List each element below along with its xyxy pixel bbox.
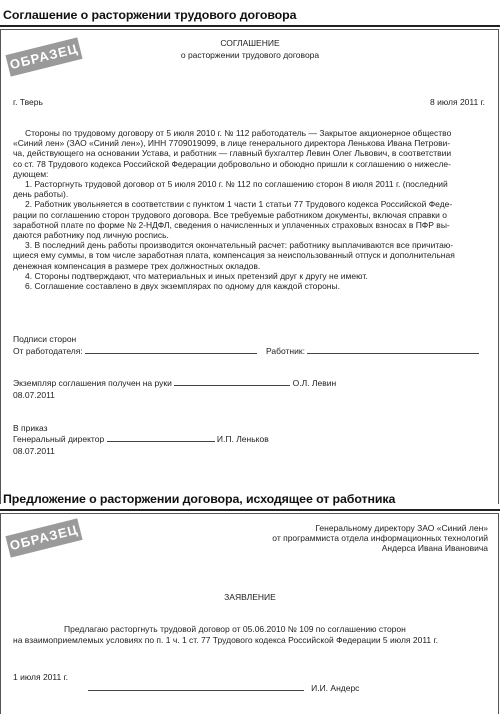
agreement-subtitle: о расторжении трудового договора (180, 50, 320, 60)
statement-title: ЗАЯВЛЕНИЕ (224, 592, 276, 602)
addressee-line: от программиста отдела информационных технологий (272, 533, 488, 544)
section1-heading: Соглашение о расторжении трудового договора (3, 8, 297, 22)
copy-received-name: О.Л. Левин (292, 378, 337, 388)
body-line: 3. В последний день работы производится окончательный расчет: работнику выплачиваются все причитаю- (25, 240, 454, 251)
body-line: «Синий лен» (ЗАО «Синий лен»), ИНН 7709019099, в лице генерального директора Ленькова Ивана Петрови- (13, 138, 451, 149)
employee-signature-line (266, 346, 479, 356)
employer-signature-blank (85, 346, 257, 354)
statement-date: 1 июля 2011 г. (13, 672, 69, 682)
section2-heading: Предложение о расторжении договора, исходящее от работника (3, 492, 396, 506)
body-line: день работы). (13, 189, 69, 200)
statement-body-line: Предлагаю расторгнуть трудовой договор от 05.06.2010 № 109 по соглашению сторон (64, 624, 406, 634)
order-date: 08.07.2011 (13, 446, 55, 456)
director-name: И.П. Леньков (216, 434, 269, 444)
director-signature-line (13, 434, 269, 444)
body-line: 4. Стороны подтверждают, что материальных и иных претензий друг к другу не имеют. (25, 270, 368, 281)
body-line: 6. Соглашение составлено в двух экземплярах по одному для каждой стороны. (25, 281, 340, 292)
body-line: Стороны по трудовому договору от 5 июля 2010 г. № 112 работодатель — Закрытое акционерное общество (25, 128, 452, 138)
director-signature-blank (107, 434, 215, 442)
agreement-title: СОГЛАШЕНИЕ (220, 38, 280, 48)
body-line: ча, действующего на основании Устава, и работник — главный бухгалтер Левин Олег Львович, в соответствии (13, 148, 452, 159)
employee-signature-blank (307, 346, 479, 354)
addressee-block (272, 523, 488, 554)
employer-signature-line (13, 346, 257, 356)
order-label: В приказ (13, 423, 48, 433)
agreement-city: г. Тверь (13, 97, 43, 107)
body-line: щиеся ему суммы, в том числе заработная плата, компенсация за неиспользованный отпуск и дополнительная (13, 250, 455, 261)
copy-received-line (13, 378, 336, 388)
signatures-title: Подписи сторон (13, 334, 77, 344)
applicant-signature-line (88, 683, 359, 693)
body-line: 1. Расторгнуть трудовой договор от 5 июля 2010 г. № 112 по соглашению сторон 8 июля 2011 г. (последний (25, 179, 448, 190)
agreement-date: 8 июля 2011 г. (430, 97, 486, 107)
copy-signature-blank (174, 378, 290, 386)
copy-received-date: 08.07.2011 (13, 390, 55, 400)
obrazets-stamp: ОБРАЗЕЦ (5, 37, 82, 76)
addressee-line: Андерса Ивана Ивановича (381, 543, 488, 554)
body-line: рации по соглашению сторон трудового договора. Все требуемые работником документы, включая справки о (13, 209, 447, 220)
copy-received-label: Экземпляр соглашения получен на руки (13, 378, 172, 388)
body-line: денежная компенсация в размере трех должностных окладов. (13, 260, 261, 271)
body-line: 2. Работник увольняется в соответствии с пунктом 1 части 1 статьи 77 Трудового кодекса Российской Феде- (25, 199, 453, 210)
body-line: дующем: (13, 168, 49, 179)
body-line: даются работнику под личную роспись. (13, 230, 169, 241)
obrazets-stamp: ОБРАЗЕЦ (5, 518, 82, 557)
applicant-name: И.И. Андерс (311, 683, 360, 693)
addressee-line: Генеральному директору ЗАО «Синий лен» (315, 523, 488, 533)
body-line: заработной плате по форме № 2-НДФЛ, сведения о начисленных и уплаченных страховых взносах в ПФР вы- (13, 219, 450, 230)
director-label: Генеральный директор (13, 434, 105, 444)
agreement-body (13, 128, 488, 291)
applicant-signature-blank (88, 683, 304, 691)
statement-body-line: на взаимоприемлемых условиях по п. 1 ч. 1 ст. 77 Трудового кодекса Российской Федерации 5 июля 2011 г. (13, 635, 438, 645)
section1-heading-rule (0, 25, 500, 27)
employee-label: Работник: (266, 346, 305, 356)
employer-label: От работодателя: (13, 346, 83, 356)
section2-heading-rule (0, 509, 500, 511)
body-line: со ст. 78 Трудового кодекса Российской Федерации добровольно и обоюдно пришли к соглашению о нижесле- (13, 158, 451, 169)
